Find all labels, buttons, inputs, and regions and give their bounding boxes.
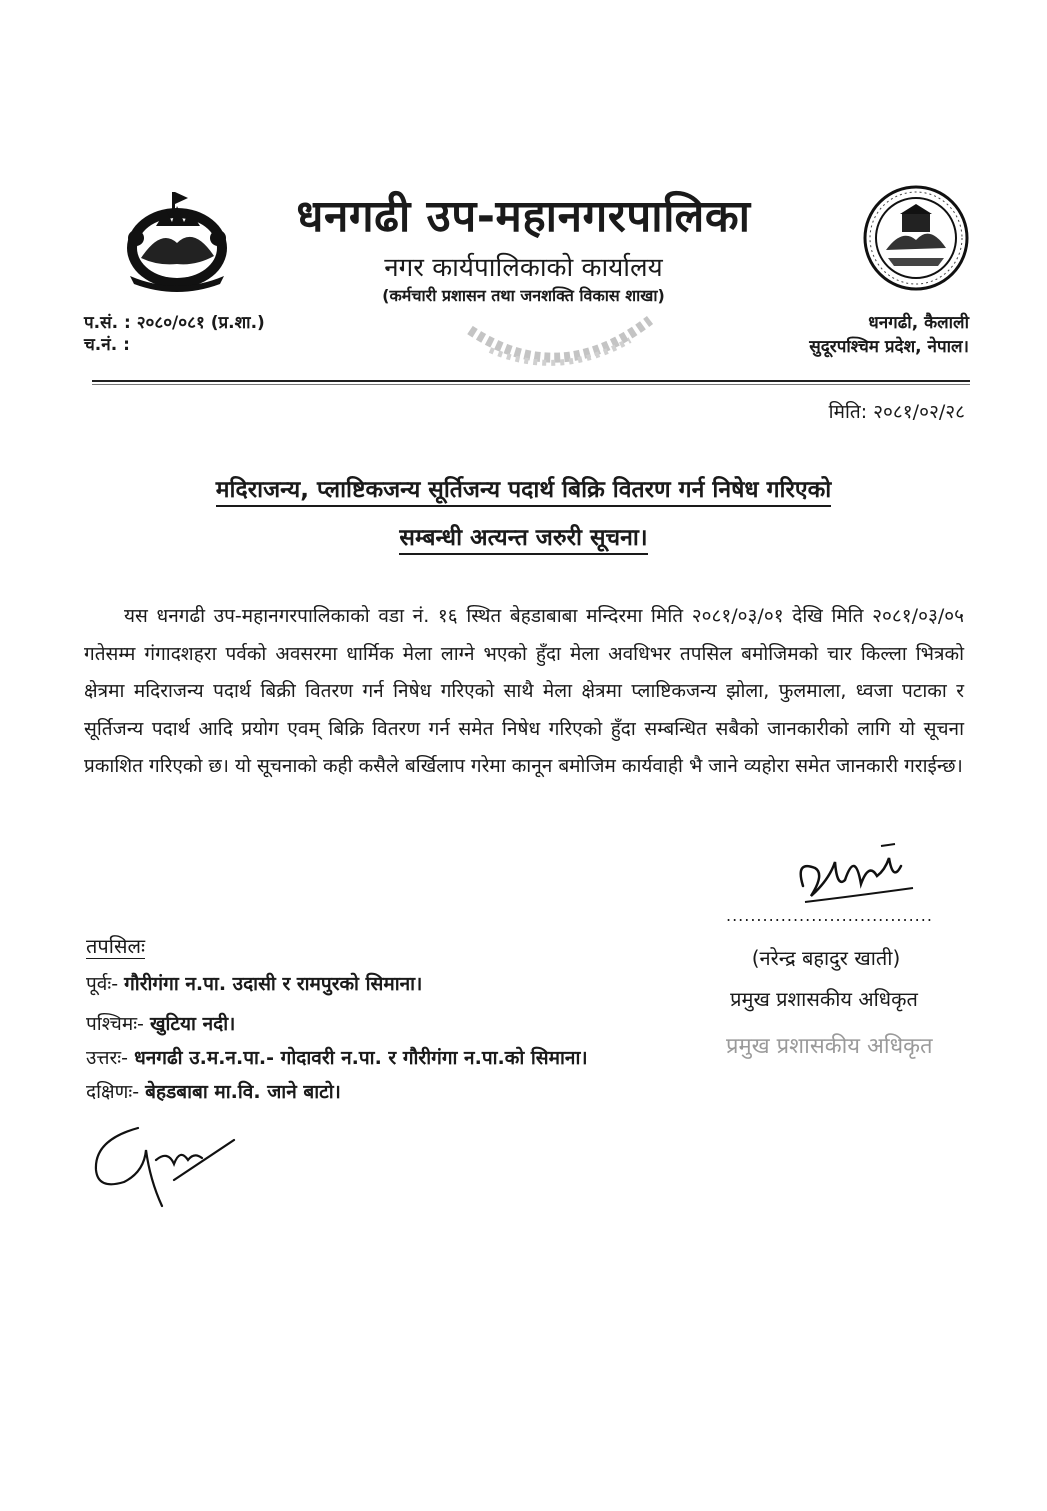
office-stamp-icon — [460, 310, 660, 380]
east-value: गौरीगंगा न.पा. उदासी र रामपुरको सिमाना। — [124, 973, 423, 995]
municipality-title: धनगढी उप-महानगरपालिका — [296, 191, 751, 242]
south-label: दक्षिणः- — [86, 1081, 140, 1103]
branch-name: (कर्मचारी प्रशासन तथा जनशक्ति विकास शाखा) — [382, 286, 665, 305]
designation-stamp: प्रमुख प्रशासकीय अधिकृत — [726, 1034, 933, 1059]
notice-body — [84, 598, 964, 786]
header-divider — [92, 380, 970, 382]
address-line-1: धनगढी, कैलाली — [868, 313, 969, 333]
schedule-west — [86, 1010, 235, 1036]
subject-line-1-text: मदिराजन्य, प्लाष्टिकजन्य सूर्तिजन्य पदार्थ बिक्रि वितरण गर्न निषेध गरिएको — [216, 477, 831, 507]
dispatch-number: च.नं. : — [84, 335, 130, 355]
address-line-2: सुदूरपश्चिम प्रदेश, नेपाल। — [809, 337, 969, 357]
header-divider-shadow — [92, 384, 970, 385]
reference-number: प.सं. : २०८०/०८१ (प्र.शा.) — [84, 313, 265, 333]
signature-dotted-line: .................................. — [726, 906, 933, 925]
notice-paragraph: यस धनगढी उप-महानगरपालिकाको वडा नं. १६ स्थित बेहडाबाबा मन्दिरमा मिति २०८१/०३/०१ देखि मिति २०८१/०३/०५ गतेसम्म गंगादशहरा पर्वको अवसरमा धार्मिक मेला लाग्ने भएको हुँदा मेला अवधिभर तपसिल बमोजिमको चार किल्ला भित्रको क्षेत्रमा मदिराजन्य पदार्थ बिक्री वितरण गर्न निषेध गरिएको साथै मेला क्षेत्रमा प्लाष्टिकजन्य झोला, फुलमाला, ध्वजा पटाका र सूर्तिजन्य पदार्थ आदि प्रयोग एवम् बिक्रि वितरण गर्न समेत निषेध गरिएको हुँदा सम्बन्धित सबैको जानकारीको लागि यो सूचना प्रकाशित गरिएको छ। यो सूचनाको कही कसैले बर्खिलाप गरेमा कानून बमोजिम कार्यवाही भै जाने व्यहोरा समेत जानकारी गराईन्छ। — [84, 605, 964, 777]
schedule-south — [86, 1078, 341, 1104]
office-subtitle: नगर कार्यपालिकाको कार्यालय — [384, 253, 663, 283]
officer-designation: प्रमुख प्रशासकीय अधिकृत — [730, 987, 918, 1011]
west-value: खुटिया नदी। — [149, 1013, 236, 1035]
west-label: पश्चिमः- — [86, 1013, 144, 1035]
schedule-east — [86, 970, 422, 996]
subject-line-2-text: सम्बन्धी अत्यन्त जरुरी सूचना। — [399, 525, 647, 555]
subject-line-1 — [0, 472, 1047, 504]
subject-line-2 — [0, 520, 1047, 552]
schedule-north — [86, 1044, 588, 1070]
north-label: उत्तरः- — [86, 1047, 129, 1069]
initial-signature-icon — [84, 1120, 244, 1212]
officer-name: (नरेन्द्र बहादुर खाती) — [751, 946, 901, 970]
north-value: धनगढी उ.म.न.पा.- गोदावरी न.पा. र गौरीगंगा न.पा.को सिमाना। — [134, 1047, 588, 1069]
south-value: बेहडबाबा मा.वि. जाने बाटो। — [145, 1081, 341, 1103]
east-label: पूर्वः- — [86, 973, 119, 995]
letter-date: मिति: २०८१/०२/२८ — [828, 401, 965, 423]
schedule-heading: तपसिलः — [86, 934, 146, 958]
